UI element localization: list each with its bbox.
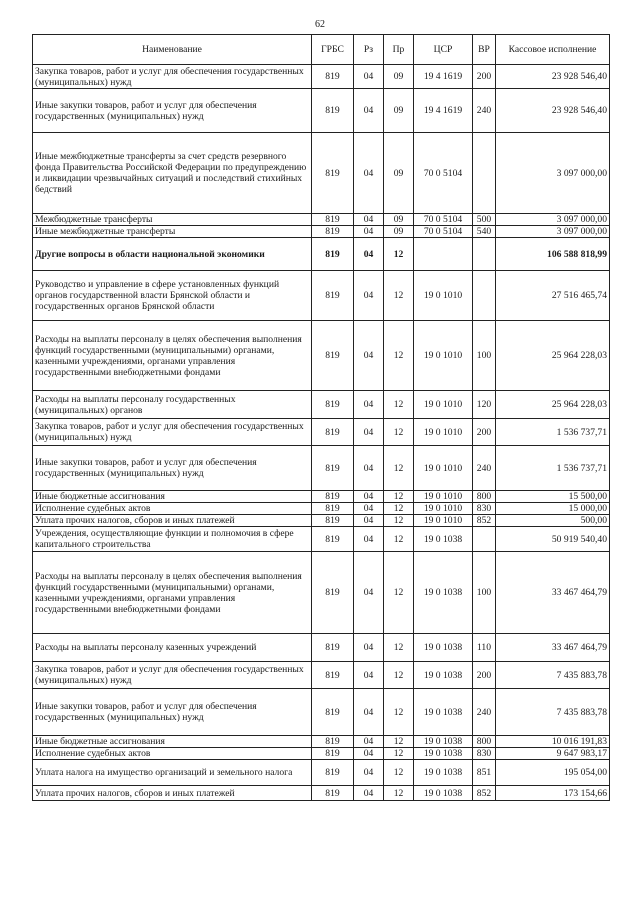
cell-name: Закупка товаров, работ и услуг для обеспечения государственных (муниципальных) нужд [33, 662, 312, 689]
cell-grbs: 819 [312, 491, 354, 503]
cell-amount: 106 588 818,99 [496, 238, 610, 271]
cell-name: Иные закупки товаров, работ и услуг для обеспечения государственных (муниципальных) нужд [33, 446, 312, 491]
cell-pr: 09 [384, 226, 414, 238]
cell-vr: 110 [473, 634, 496, 662]
cell-vr: 540 [473, 226, 496, 238]
cell-name: Иные межбюджетные трансферты [33, 226, 312, 238]
cell-vr: 240 [473, 689, 496, 736]
cell-pr: 12 [384, 662, 414, 689]
cell-rz: 04 [354, 689, 384, 736]
cell-grbs: 819 [312, 748, 354, 760]
table-header-row [33, 35, 610, 65]
cell-amount: 15 500,00 [496, 491, 610, 503]
table-row [33, 503, 610, 515]
cell-amount: 15 000,00 [496, 503, 610, 515]
page-number: 62 [315, 19, 325, 30]
cell-amount: 1 536 737,71 [496, 446, 610, 491]
cell-amount: 3 097 000,00 [496, 214, 610, 226]
cell-amount: 1 536 737,71 [496, 419, 610, 446]
cell-pr: 12 [384, 446, 414, 491]
cell-rz: 04 [354, 552, 384, 634]
cell-name: Другие вопросы в области национальной экономики [33, 238, 312, 271]
header-pr: Пр [384, 35, 414, 65]
cell-name: Уплата прочих налогов, сборов и иных платежей [33, 786, 312, 801]
cell-vr: 852 [473, 786, 496, 801]
cell-amount: 50 919 540,40 [496, 527, 610, 552]
cell-csr: 19 0 1010 [414, 503, 473, 515]
cell-csr: 70 0 5104 [414, 226, 473, 238]
cell-csr: 19 0 1010 [414, 446, 473, 491]
cell-grbs: 819 [312, 515, 354, 527]
cell-amount: 33 467 464,79 [496, 552, 610, 634]
cell-rz: 04 [354, 65, 384, 89]
cell-amount: 33 467 464,79 [496, 634, 610, 662]
cell-pr: 12 [384, 238, 414, 271]
cell-name: Учреждения, осуществляющие функции и полномочия в сфере капитального строительства [33, 527, 312, 552]
cell-csr [414, 238, 473, 271]
table-row [33, 446, 610, 491]
cell-vr: 830 [473, 503, 496, 515]
cell-vr: 200 [473, 65, 496, 89]
table-row [33, 748, 610, 760]
table-row [33, 491, 610, 503]
cell-pr: 12 [384, 634, 414, 662]
cell-amount: 25 964 228,03 [496, 321, 610, 391]
table-row [33, 689, 610, 736]
cell-grbs: 819 [312, 662, 354, 689]
cell-csr: 70 0 5104 [414, 133, 473, 214]
cell-grbs: 819 [312, 391, 354, 419]
cell-vr: 240 [473, 89, 496, 133]
table-row [33, 419, 610, 446]
cell-pr: 09 [384, 214, 414, 226]
cell-vr [473, 527, 496, 552]
cell-rz: 04 [354, 760, 384, 786]
cell-csr: 19 0 1010 [414, 515, 473, 527]
cell-name: Исполнение судебных актов [33, 503, 312, 515]
cell-csr: 19 0 1038 [414, 689, 473, 736]
table-row [33, 238, 610, 271]
table-row [33, 552, 610, 634]
cell-pr: 12 [384, 321, 414, 391]
cell-csr: 19 0 1038 [414, 662, 473, 689]
cell-csr: 70 0 5104 [414, 214, 473, 226]
cell-rz: 04 [354, 321, 384, 391]
cell-csr: 19 4 1619 [414, 89, 473, 133]
cell-name: Межбюджетные трансферты [33, 214, 312, 226]
header-csr: ЦСР [414, 35, 473, 65]
cell-rz: 04 [354, 491, 384, 503]
cell-grbs: 819 [312, 634, 354, 662]
cell-vr: 200 [473, 419, 496, 446]
cell-csr: 19 0 1038 [414, 786, 473, 801]
cell-amount: 3 097 000,00 [496, 226, 610, 238]
header-amount: Кассовое исполнение [496, 35, 610, 65]
table-row [33, 662, 610, 689]
cell-name: Закупка товаров, работ и услуг для обеспечения государственных (муниципальных) нужд [33, 419, 312, 446]
budget-table [32, 34, 610, 801]
cell-rz: 04 [354, 89, 384, 133]
cell-vr: 830 [473, 748, 496, 760]
cell-rz: 04 [354, 515, 384, 527]
cell-grbs: 819 [312, 736, 354, 748]
cell-name: Расходы на выплаты персоналу казенных учреждений [33, 634, 312, 662]
cell-vr: 240 [473, 446, 496, 491]
cell-name: Расходы на выплаты персоналу в целях обеспечения выполнения функций государственными (муниципальными) органами, казенными учреждениями, органами управления государственными внебюджетными фондами [33, 321, 312, 391]
cell-grbs: 819 [312, 786, 354, 801]
cell-name: Иные бюджетные ассигнования [33, 491, 312, 503]
cell-name: Уплата налога на имущество организаций и земельного налога [33, 760, 312, 786]
cell-grbs: 819 [312, 238, 354, 271]
cell-pr: 12 [384, 271, 414, 321]
cell-csr: 19 0 1010 [414, 271, 473, 321]
cell-vr: 120 [473, 391, 496, 419]
table-row [33, 89, 610, 133]
cell-name: Расходы на выплаты персоналу в целях обеспечения выполнения функций государственными (муниципальными) органами, казенными учреждениями, органами управления государственными внебюджетными фондами [33, 552, 312, 634]
cell-name: Иные бюджетные ассигнования [33, 736, 312, 748]
cell-amount: 23 928 546,40 [496, 65, 610, 89]
table-body [33, 65, 610, 801]
cell-name: Исполнение судебных актов [33, 748, 312, 760]
cell-rz: 04 [354, 634, 384, 662]
cell-pr: 09 [384, 65, 414, 89]
cell-grbs: 819 [312, 503, 354, 515]
cell-name: Расходы на выплаты персоналу государственных (муниципальных) органов [33, 391, 312, 419]
cell-amount: 7 435 883,78 [496, 689, 610, 736]
cell-vr: 500 [473, 214, 496, 226]
cell-amount: 3 097 000,00 [496, 133, 610, 214]
cell-rz: 04 [354, 238, 384, 271]
cell-amount: 9 647 983,17 [496, 748, 610, 760]
cell-rz: 04 [354, 786, 384, 801]
cell-vr: 851 [473, 760, 496, 786]
cell-rz: 04 [354, 446, 384, 491]
table-row [33, 634, 610, 662]
table-row [33, 786, 610, 801]
cell-pr: 12 [384, 419, 414, 446]
cell-vr: 100 [473, 321, 496, 391]
cell-csr: 19 0 1038 [414, 552, 473, 634]
cell-grbs: 819 [312, 89, 354, 133]
cell-pr: 09 [384, 133, 414, 214]
cell-vr: 200 [473, 662, 496, 689]
cell-csr: 19 0 1038 [414, 527, 473, 552]
cell-rz: 04 [354, 133, 384, 214]
cell-amount: 7 435 883,78 [496, 662, 610, 689]
cell-csr: 19 0 1010 [414, 419, 473, 446]
cell-name: Закупка товаров, работ и услуг для обеспечения государственных (муниципальных) нужд [33, 65, 312, 89]
cell-rz: 04 [354, 271, 384, 321]
cell-grbs: 819 [312, 321, 354, 391]
cell-grbs: 819 [312, 689, 354, 736]
cell-rz: 04 [354, 391, 384, 419]
cell-amount: 500,00 [496, 515, 610, 527]
cell-grbs: 819 [312, 133, 354, 214]
cell-rz: 04 [354, 214, 384, 226]
header-name: Наименование [33, 35, 312, 65]
cell-pr: 12 [384, 786, 414, 801]
table-row [33, 214, 610, 226]
cell-rz: 04 [354, 748, 384, 760]
cell-vr: 100 [473, 552, 496, 634]
cell-rz: 04 [354, 662, 384, 689]
cell-vr: 852 [473, 515, 496, 527]
cell-grbs: 819 [312, 527, 354, 552]
cell-name: Руководство и управление в сфере установленных функций органов государственной власти Брянской области и государственных органов Брянской области [33, 271, 312, 321]
cell-grbs: 819 [312, 760, 354, 786]
table-row [33, 760, 610, 786]
cell-pr: 12 [384, 736, 414, 748]
header-rz: Рз [354, 35, 384, 65]
cell-csr: 19 0 1038 [414, 634, 473, 662]
cell-pr: 12 [384, 491, 414, 503]
table-row [33, 391, 610, 419]
table-row [33, 321, 610, 391]
cell-csr: 19 0 1010 [414, 491, 473, 503]
cell-grbs: 819 [312, 271, 354, 321]
cell-pr: 12 [384, 748, 414, 760]
cell-pr: 12 [384, 760, 414, 786]
cell-pr: 12 [384, 527, 414, 552]
cell-amount: 23 928 546,40 [496, 89, 610, 133]
cell-pr: 09 [384, 89, 414, 133]
table-row [33, 133, 610, 214]
cell-vr: 800 [473, 491, 496, 503]
cell-amount: 195 054,00 [496, 760, 610, 786]
table-row [33, 736, 610, 748]
cell-grbs: 819 [312, 65, 354, 89]
cell-pr: 12 [384, 391, 414, 419]
cell-csr: 19 0 1038 [414, 736, 473, 748]
cell-rz: 04 [354, 226, 384, 238]
header-vr: ВР [473, 35, 496, 65]
cell-grbs: 819 [312, 226, 354, 238]
cell-grbs: 819 [312, 446, 354, 491]
cell-grbs: 819 [312, 214, 354, 226]
cell-grbs: 819 [312, 552, 354, 634]
cell-pr: 12 [384, 552, 414, 634]
table-row [33, 65, 610, 89]
cell-csr: 19 4 1619 [414, 65, 473, 89]
table-row [33, 515, 610, 527]
table-row [33, 226, 610, 238]
cell-amount: 10 016 191,83 [496, 736, 610, 748]
header-grbs: ГРБС [312, 35, 354, 65]
cell-name: Уплата прочих налогов, сборов и иных платежей [33, 515, 312, 527]
table-row [33, 271, 610, 321]
table-row [33, 527, 610, 552]
cell-rz: 04 [354, 527, 384, 552]
cell-pr: 12 [384, 689, 414, 736]
cell-pr: 12 [384, 503, 414, 515]
cell-rz: 04 [354, 419, 384, 446]
cell-name: Иные закупки товаров, работ и услуг для обеспечения государственных (муниципальных) нужд [33, 89, 312, 133]
cell-rz: 04 [354, 736, 384, 748]
cell-csr: 19 0 1010 [414, 321, 473, 391]
cell-vr: 800 [473, 736, 496, 748]
cell-amount: 173 154,66 [496, 786, 610, 801]
cell-name: Иные межбюджетные трансферты за счет средств резервного фонда Правительства Российской Федерации по предупреждению и ликвидации чрезвычайных ситуаций и последствий стихийных бедствий [33, 133, 312, 214]
cell-vr [473, 133, 496, 214]
cell-csr: 19 0 1038 [414, 748, 473, 760]
cell-vr [473, 271, 496, 321]
cell-csr: 19 0 1010 [414, 391, 473, 419]
cell-pr: 12 [384, 515, 414, 527]
cell-rz: 04 [354, 503, 384, 515]
cell-name: Иные закупки товаров, работ и услуг для обеспечения государственных (муниципальных) нужд [33, 689, 312, 736]
cell-amount: 25 964 228,03 [496, 391, 610, 419]
cell-grbs: 819 [312, 419, 354, 446]
cell-csr: 19 0 1038 [414, 760, 473, 786]
cell-amount: 27 516 465,74 [496, 271, 610, 321]
cell-vr [473, 238, 496, 271]
